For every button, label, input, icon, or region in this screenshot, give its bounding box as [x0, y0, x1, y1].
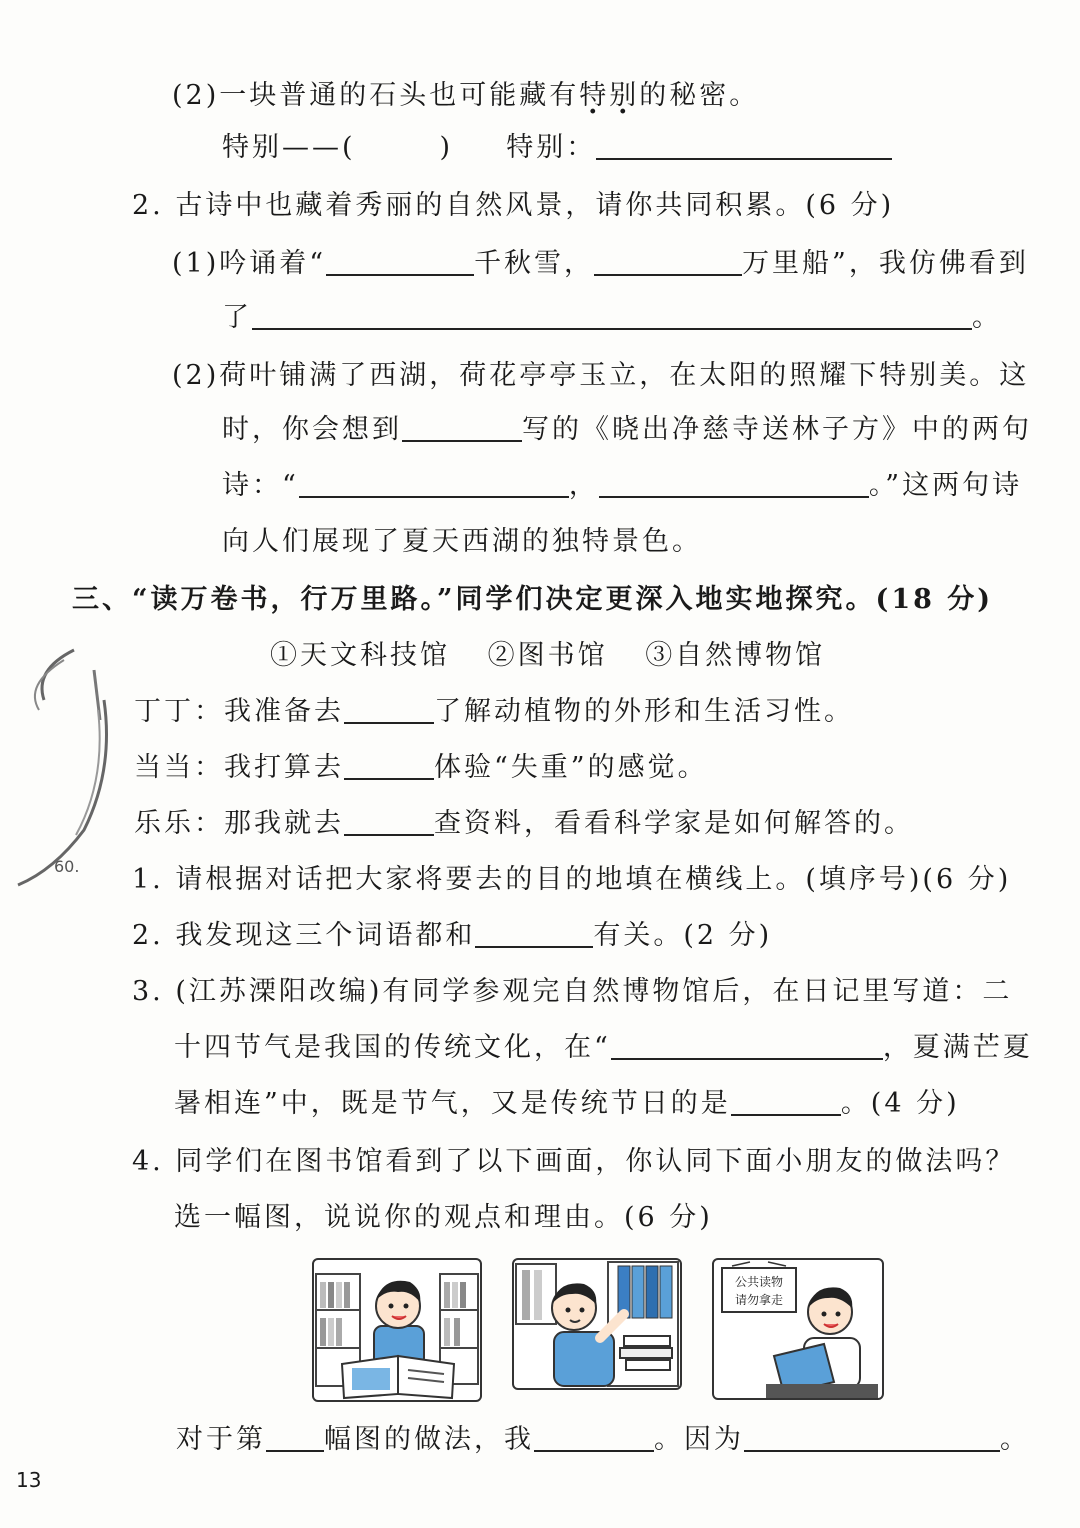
- answer-blank[interactable]: [611, 1032, 883, 1060]
- section-3-question-3-b: 十四节气是我国的传统文化，在“ ，夏满芒夏: [174, 1032, 1033, 1063]
- answer-blank[interactable]: [594, 248, 742, 276]
- poem-line-1: (1)吟诵着“ 千秋雪， 万里船”，我仿佛看到: [172, 248, 1029, 279]
- answer-blank[interactable]: [475, 920, 593, 948]
- section-3-question-3: 3. (江苏溧阳改编)有同学参观完自然博物馆后，在日记里写道：二: [132, 976, 1013, 1007]
- answer-blank[interactable]: [534, 1424, 654, 1452]
- answer-blank[interactable]: [326, 248, 474, 276]
- poem-line-1-cont: 了 。: [222, 302, 1002, 333]
- word-meaning-line: 特别——( ) 特别：: [222, 128, 892, 168]
- option-2: ②图书馆: [487, 640, 608, 671]
- picture-3-sign-boy: [712, 1258, 884, 1400]
- answer-blank[interactable]: [266, 1424, 324, 1452]
- section-3-title: 三、“读万卷书，行万里路。”同学们决定更深入地实地探究。(18 分): [72, 584, 994, 615]
- sign-text-line-2: 请勿拿走: [734, 1293, 784, 1307]
- shelf-boy-illustration-icon: [514, 1260, 680, 1388]
- picture-1-reading-boy: [312, 1258, 482, 1402]
- section-3-question-1: 1. 请根据对话把大家将要去的目的地填在横线上。(填序号)(6 分): [132, 864, 1012, 895]
- margin-decoration-icon: [14, 640, 114, 890]
- answer-line: 对于第 幅图的做法，我 。因为 。: [176, 1424, 1030, 1455]
- dialogue-lele: 乐乐：那我就去 查资料，看看科学家是如何解答的。: [134, 808, 914, 839]
- answer-blank[interactable]: [402, 414, 522, 442]
- dialogue-dingding: 丁丁：我准备去 了解动植物的外形和生活习性。: [134, 696, 854, 727]
- answer-blank[interactable]: [596, 132, 892, 160]
- poem-line-2-c: 诗：“ ， 。”这两句诗: [222, 470, 1023, 501]
- poem-line-2: (2)荷叶铺满了西湖，荷花亭亭玉立，在太阳的照耀下特别美。这: [172, 360, 1030, 391]
- section-3-question-4: 4. 同学们在图书馆看到了以下画面，你认同下面小朋友的做法吗？: [132, 1146, 1016, 1177]
- section-3-question-3-c: 暑相连”中，既是节气，又是传统节日的是 。(4 分): [174, 1088, 960, 1119]
- page-number: 13: [16, 1468, 42, 1492]
- option-3: ③自然博物馆: [645, 640, 826, 671]
- option-1: ①天文科技馆: [270, 640, 450, 671]
- answer-blank[interactable]: [252, 302, 972, 330]
- section-3-question-4-b: 选一幅图，说说你的观点和理由。(6 分): [174, 1202, 713, 1233]
- svg-text:60.: 60.: [54, 857, 80, 876]
- subquestion-2-sentence: (2)一块普通的石头也可能藏有特别的秘密。: [172, 80, 760, 111]
- destination-options: [270, 636, 851, 676]
- sign-text-line-1: 公共读物: [734, 1275, 784, 1289]
- picture-2-shelf-boy: [512, 1258, 682, 1390]
- poem-line-2-b: 时，你会想到 写的《晓出净慈寺送林子方》中的两句: [222, 414, 1032, 445]
- dialogue-dangdang: 当当：我打算去 体验“失重”的感觉。: [134, 752, 708, 783]
- reading-boy-illustration-icon: [314, 1260, 480, 1400]
- answer-blank[interactable]: [344, 752, 434, 780]
- answer-blank[interactable]: [344, 808, 434, 836]
- answer-blank[interactable]: [344, 696, 434, 724]
- poem-line-2-d: 向人们展现了夏天西湖的独特景色。: [222, 526, 702, 557]
- answer-blank[interactable]: [731, 1088, 841, 1116]
- answer-blank[interactable]: [744, 1424, 1000, 1452]
- answer-blank[interactable]: [299, 470, 569, 498]
- sign-boy-illustration-icon: [714, 1260, 882, 1398]
- question-2-title: 2. 古诗中也藏着秀丽的自然风景，请你共同积累。(6 分): [132, 190, 895, 221]
- section-3-question-2: 2. 我发现这三个词语都和 有关。(2 分): [132, 920, 773, 951]
- answer-blank[interactable]: [599, 470, 869, 498]
